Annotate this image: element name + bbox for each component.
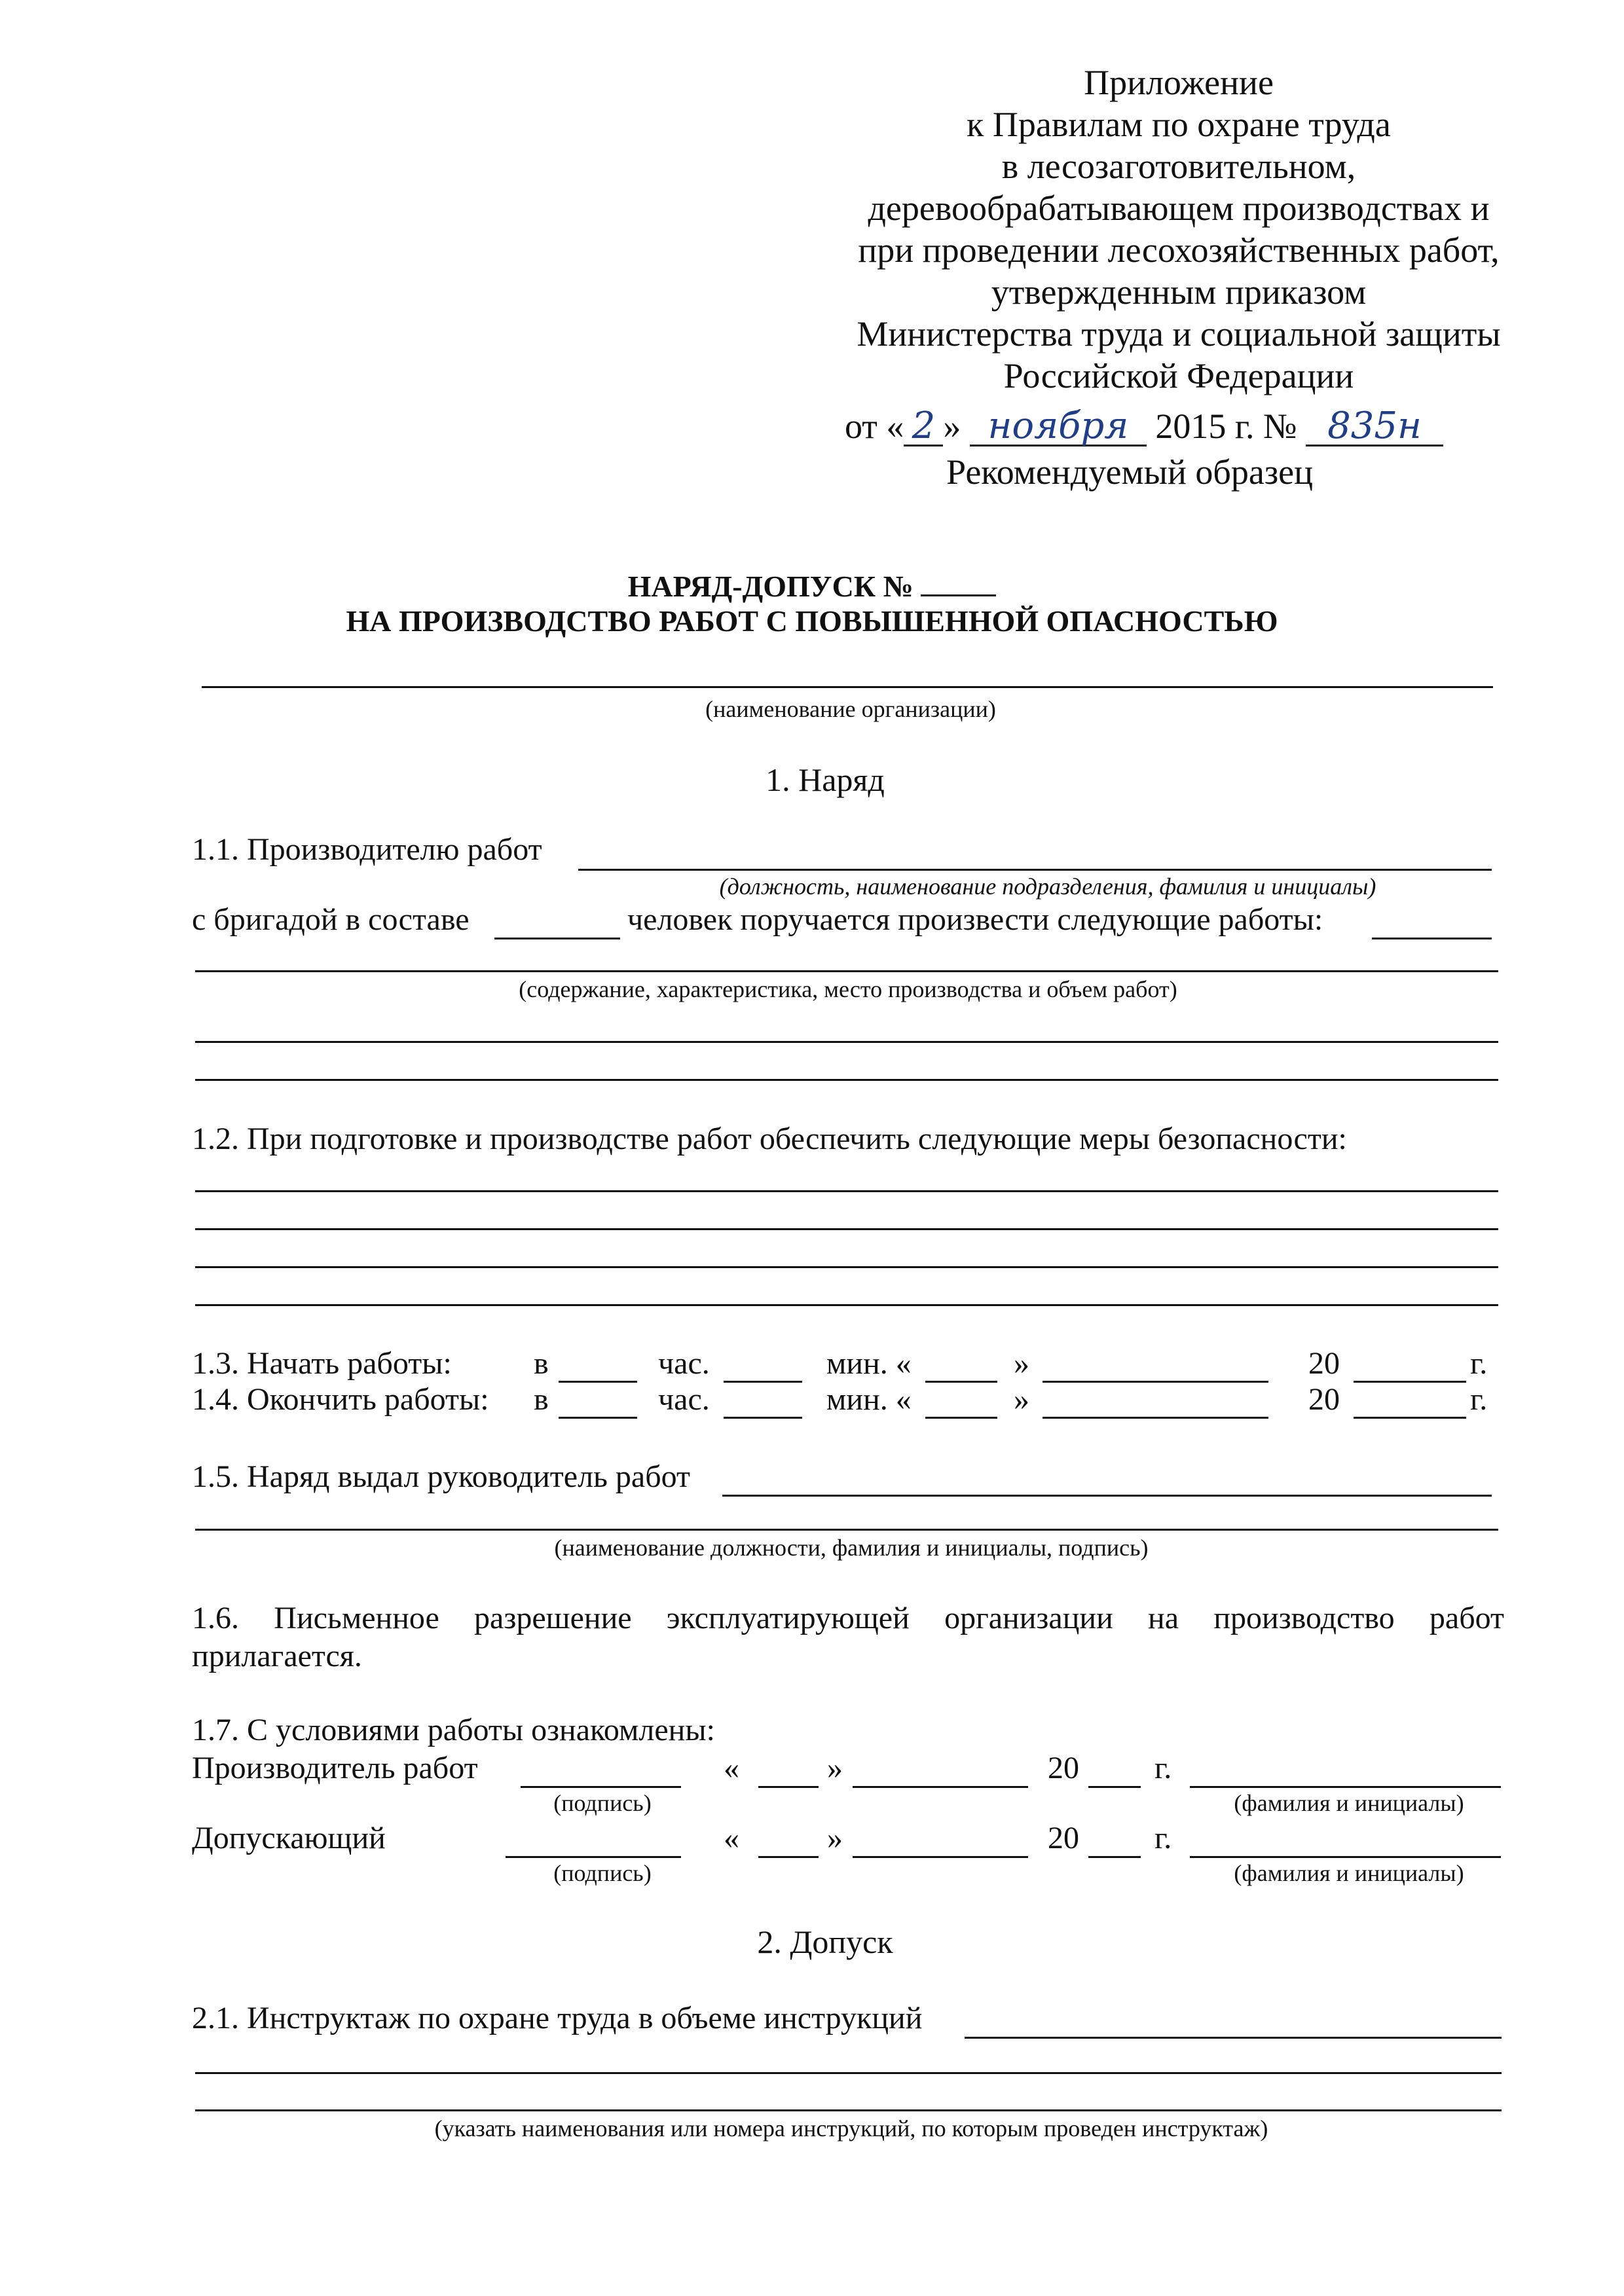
end-min-field[interactable] <box>724 1417 802 1419</box>
admitter-year-prefix: 20 <box>1048 1821 1079 1855</box>
safety-field-line[interactable] <box>195 1304 1498 1306</box>
header-line: Приложение <box>1084 63 1274 102</box>
item-1-6-line-2: прилагается. <box>192 1639 362 1673</box>
start-hour-unit: час. <box>658 1346 710 1381</box>
start-month-field[interactable] <box>1043 1381 1268 1383</box>
start-quote: » <box>1014 1346 1029 1381</box>
header-line: при проведении лесохозяйственных работ, <box>858 230 1500 270</box>
end-hour-unit: час. <box>658 1382 710 1417</box>
order-number: 835н <box>1306 408 1443 446</box>
producer-name-field[interactable] <box>1190 1786 1501 1788</box>
producer-quote-open: « <box>724 1751 739 1785</box>
work-field-line[interactable] <box>195 970 1498 972</box>
instructions-field[interactable] <box>965 2037 1502 2039</box>
admitter-year-field[interactable] <box>1088 1856 1141 1858</box>
start-year-field[interactable] <box>1354 1381 1466 1383</box>
date-prefix: от « <box>845 407 904 446</box>
admitter-label: Допускающий <box>192 1821 386 1855</box>
start-year-prefix: 20 <box>1308 1346 1340 1381</box>
date-day: 2 <box>904 408 943 446</box>
admitter-day-field[interactable] <box>758 1856 819 1858</box>
document-subtitle: НА ПРОИЗВОДСТВО РАБОТ С ПОВЫШЕННОЙ ОПАСНОСТЬЮ <box>346 604 1278 638</box>
title-line-1: НАРЯД-ДОПУСК № <box>627 570 913 603</box>
admitter-name-caption: (фамилия и инициалы) <box>1234 1860 1464 1886</box>
brigade-text: человек поручается произвести следующие работы: <box>627 902 1323 937</box>
end-month-field[interactable] <box>1043 1417 1268 1419</box>
admitter-quote-open: « <box>724 1821 739 1855</box>
item-1-5-label: 1.5. Наряд выдал руководитель работ <box>192 1459 690 1494</box>
producer-year-field[interactable] <box>1088 1786 1141 1788</box>
producer-quote-close: » <box>827 1751 843 1785</box>
work-field-inline[interactable] <box>1372 938 1492 939</box>
issuer-caption: (наименование должности, фамилия и инициалы, подпись) <box>554 1535 1149 1561</box>
header-line: деревообрабатывающем производствах и <box>868 189 1490 228</box>
admitter-quote-close: » <box>827 1821 843 1855</box>
order-date-line <box>845 406 1443 446</box>
item-1-3-label: 1.3. Начать работы: <box>192 1346 452 1381</box>
item-1-7: 1.7. С условиями работы ознакомлены: <box>192 1713 715 1747</box>
admitter-name-field[interactable] <box>1190 1856 1501 1858</box>
instructions-field-line[interactable] <box>195 2072 1502 2074</box>
item-1-1-label: 1.1. Производителю работ <box>192 832 542 867</box>
end-year-suffix: г. <box>1470 1382 1488 1417</box>
admitter-sign-field[interactable] <box>506 1856 681 1858</box>
producer-sign-caption: (подпись) <box>553 1790 652 1816</box>
start-year-suffix: г. <box>1470 1346 1488 1381</box>
org-name-line[interactable] <box>202 686 1493 688</box>
end-quote: » <box>1014 1382 1029 1417</box>
work-caption: (содержание, характеристика, место производства и объем работ) <box>519 976 1177 1002</box>
org-name-caption: (наименование организации) <box>705 696 996 722</box>
start-day-field[interactable] <box>925 1381 997 1383</box>
section-1-heading: 1. Наряд <box>766 761 885 798</box>
safety-field-line[interactable] <box>195 1190 1498 1192</box>
item-2-1-label: 2.1. Инструктаж по охране труда в объеме инструкций <box>192 2001 923 2035</box>
start-hour-field[interactable] <box>559 1381 637 1383</box>
work-field-line[interactable] <box>195 1079 1498 1081</box>
issuer-field-line[interactable] <box>195 1529 1498 1531</box>
producer-year-prefix: 20 <box>1048 1751 1079 1785</box>
permit-number-blank <box>921 568 996 596</box>
producer-name-caption: (фамилия и инициалы) <box>1234 1790 1464 1816</box>
header-line: утвержденным приказом <box>991 272 1367 312</box>
date-mid: » <box>943 407 961 446</box>
start-min-unit: мин. « <box>826 1346 912 1381</box>
admitter-year-suffix: г. <box>1154 1821 1172 1855</box>
producer-day-field[interactable] <box>758 1786 819 1788</box>
header-line: к Правилам по охране труда <box>967 105 1391 144</box>
end-year-prefix: 20 <box>1308 1382 1340 1417</box>
instructions-field-line[interactable] <box>195 2109 1502 2111</box>
safety-field-line[interactable] <box>195 1228 1498 1230</box>
work-field-line[interactable] <box>195 1041 1498 1043</box>
appendix-header <box>773 62 1585 397</box>
end-hour-field[interactable] <box>559 1417 637 1419</box>
end-year-field[interactable] <box>1354 1417 1466 1419</box>
header-line: Министерства труда и социальной защиты <box>857 314 1501 354</box>
header-line: Российской Федерации <box>1003 356 1354 395</box>
start-in: в <box>534 1346 549 1381</box>
producer-field[interactable] <box>578 869 1492 871</box>
item-1-2: 1.2. При подготовке и производстве работ обеспечить следующие меры безопасности: <box>192 1121 1347 1156</box>
instructions-caption: (указать наименования или номера инструкций, по которым проведен инструктаж) <box>434 2115 1268 2141</box>
producer-caption: (должность, наименование подразделения, фамилия и инициалы) <box>719 873 1376 900</box>
brigade-label: с бригадой в составе <box>192 902 470 937</box>
safety-field-line[interactable] <box>195 1266 1498 1268</box>
document-title <box>0 568 1624 604</box>
producer-year-suffix: г. <box>1154 1751 1172 1785</box>
admitter-month-field[interactable] <box>853 1856 1028 1858</box>
producer-month-field[interactable] <box>853 1786 1028 1788</box>
end-min-unit: мин. « <box>826 1382 912 1417</box>
brigade-size-field[interactable] <box>494 938 620 939</box>
admitter-sign-caption: (подпись) <box>553 1860 652 1886</box>
end-day-field[interactable] <box>925 1417 997 1419</box>
sample-label: Рекомендуемый образец <box>946 452 1314 492</box>
item-1-4-label: 1.4. Окончить работы: <box>192 1382 489 1417</box>
producer-sign-field[interactable] <box>521 1786 681 1788</box>
producer-label: Производитель работ <box>192 1751 478 1785</box>
end-in: в <box>534 1382 549 1417</box>
date-year: 2015 г. № <box>1155 407 1297 446</box>
issuer-field[interactable] <box>722 1495 1492 1497</box>
section-2-heading: 2. Допуск <box>757 1923 893 1960</box>
header-line: в лесозаготовительном, <box>1001 147 1356 186</box>
item-1-6-line-1: 1.6. Письменное разрешение эксплуатирующей организации на производство работ <box>192 1601 1504 1635</box>
date-month: ноября <box>970 408 1147 446</box>
start-min-field[interactable] <box>724 1381 802 1383</box>
